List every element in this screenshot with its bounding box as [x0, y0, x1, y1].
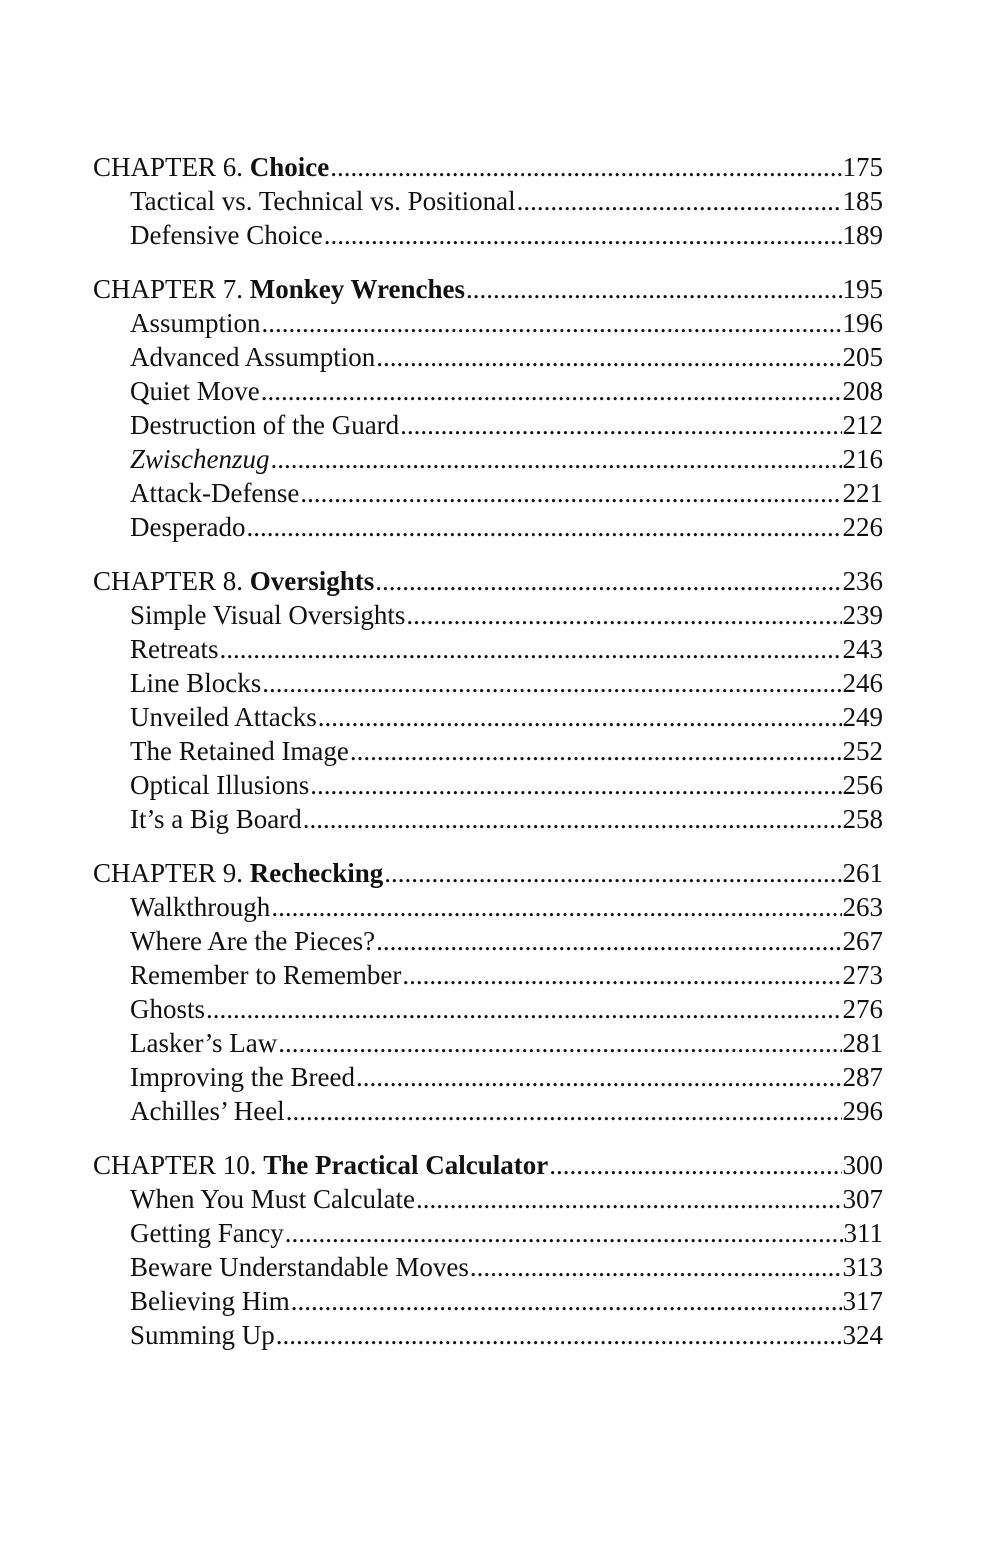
entry-title: Advanced Assumption — [130, 342, 376, 372]
dot-leader — [246, 510, 841, 544]
chapter-title: Rechecking — [249, 858, 384, 888]
dot-leader — [549, 1148, 841, 1182]
toc-entry-it-s-a-big-board[interactable] — [93, 802, 883, 836]
toc-entry-line-blocks[interactable] — [93, 666, 883, 700]
dot-leader — [206, 992, 841, 1026]
dot-leader — [350, 734, 842, 768]
page-number: 189 — [842, 220, 883, 250]
entry-title: Improving the Breed — [130, 1062, 355, 1092]
page-number: 317 — [842, 1286, 883, 1316]
page-number: 273 — [842, 960, 883, 990]
toc-entry-simple-visual-oversights[interactable] — [93, 598, 883, 632]
dot-leader — [375, 564, 841, 598]
toc-entry-ghosts[interactable] — [93, 992, 883, 1026]
toc-entry-tactical-vs-technical-vs-positional[interactable] — [93, 184, 883, 218]
page-number: 258 — [842, 804, 883, 834]
entry-title: Beware Understandable Moves — [130, 1252, 469, 1282]
toc-entry-believing-him[interactable] — [93, 1284, 883, 1318]
entry-title: Destruction of the Guard — [130, 410, 400, 440]
dot-leader — [276, 1318, 842, 1352]
page-number: 311 — [843, 1218, 883, 1248]
toc-entry-desperado[interactable] — [93, 510, 883, 544]
page-number: 236 — [842, 566, 883, 596]
toc-entry-quiet-move[interactable] — [93, 374, 883, 408]
page-number: 175 — [842, 152, 883, 182]
chapter-block-oversights — [93, 564, 883, 836]
page-number: 324 — [842, 1320, 883, 1350]
toc-entry-assumption[interactable] — [93, 306, 883, 340]
entry-title: Ghosts — [130, 994, 206, 1024]
chapter-title: Choice — [249, 152, 330, 182]
toc-entry-retreats[interactable] — [93, 632, 883, 666]
entry-title: Line Blocks — [130, 668, 262, 698]
dot-leader — [261, 374, 842, 408]
chapter-label — [93, 856, 383, 890]
chapter-title: The Practical Calculator — [263, 1150, 549, 1180]
dot-leader — [406, 598, 841, 632]
toc-chapter-heading[interactable] — [93, 564, 883, 598]
dot-leader — [324, 218, 842, 252]
toc-chapter-heading[interactable] — [93, 150, 883, 184]
dot-leader — [271, 442, 842, 476]
dot-leader — [285, 1216, 843, 1250]
chapter-number: CHAPTER 10. — [93, 1150, 264, 1180]
toc-entry-when-you-must-calculate[interactable] — [93, 1182, 883, 1216]
toc-chapter-heading[interactable] — [93, 272, 883, 306]
page-number: 249 — [842, 702, 883, 732]
toc-entry-remember-to-remember[interactable] — [93, 958, 883, 992]
page-number: 246 — [842, 668, 883, 698]
toc-entry-beware-understandable-moves[interactable] — [93, 1250, 883, 1284]
page-number: 221 — [842, 478, 883, 508]
toc-entry-lasker-s-law[interactable] — [93, 1026, 883, 1060]
page-number: 195 — [842, 274, 883, 304]
toc-entry-zwischenzug[interactable] — [93, 442, 883, 476]
dot-leader — [376, 340, 841, 374]
dot-leader — [286, 1094, 842, 1128]
page-number: 263 — [842, 892, 883, 922]
entry-title: Remember to Remember — [130, 960, 402, 990]
page-number: 261 — [842, 858, 883, 888]
page-number: 205 — [842, 342, 883, 372]
dot-leader — [466, 272, 841, 306]
entry-title: Getting Fancy — [130, 1218, 284, 1248]
table-of-contents — [93, 150, 883, 1372]
entry-title: Tactical vs. Technical vs. Positional — [130, 186, 516, 216]
chapter-title: Oversights — [249, 566, 375, 596]
page-number: 281 — [842, 1028, 883, 1058]
dot-leader — [291, 1284, 842, 1318]
entry-title: Believing Him — [130, 1286, 290, 1316]
dot-leader — [262, 666, 841, 700]
page-number: 287 — [842, 1062, 883, 1092]
entry-title: Defensive Choice — [130, 220, 323, 250]
entry-title: Desperado — [130, 512, 246, 542]
page-number: 212 — [842, 410, 883, 440]
dot-leader — [318, 700, 842, 734]
page-number: 243 — [842, 634, 883, 664]
dot-leader — [310, 768, 841, 802]
toc-entry-achilles-heel[interactable] — [93, 1094, 883, 1128]
chapter-label — [93, 150, 329, 184]
toc-entry-destruction-of-the-guard[interactable] — [93, 408, 883, 442]
toc-entry-walkthrough[interactable] — [93, 890, 883, 924]
entry-title: Lasker’s Law — [130, 1028, 278, 1058]
page-number: 216 — [842, 444, 883, 474]
dot-leader — [356, 1060, 842, 1094]
entry-title: Achilles’ Heel — [130, 1096, 285, 1126]
toc-entry-where-are-the-pieces[interactable] — [93, 924, 883, 958]
entry-title: Zwischenzug — [130, 444, 270, 474]
entry-title: Assumption — [130, 308, 261, 338]
dot-leader — [384, 856, 841, 890]
entry-title: Quiet Move — [130, 376, 260, 406]
entry-title: Optical Illusions — [130, 770, 310, 800]
toc-entry-getting-fancy[interactable] — [93, 1216, 883, 1250]
chapter-number: CHAPTER 8. — [93, 566, 250, 596]
dot-leader — [262, 306, 842, 340]
page-number: 313 — [842, 1252, 883, 1282]
toc-entry-attack-defense[interactable] — [93, 476, 883, 510]
toc-entry-unveiled-attacks[interactable] — [93, 700, 883, 734]
page-number: 226 — [842, 512, 883, 542]
toc-entry-summing-up[interactable] — [93, 1318, 883, 1352]
entry-title: Walkthrough — [130, 892, 271, 922]
chapter-title: Monkey Wrenches — [249, 274, 466, 304]
chapter-block-choice — [93, 150, 883, 252]
entry-title: Attack-Defense — [130, 478, 300, 508]
dot-leader — [470, 1250, 842, 1284]
entry-title: Summing Up — [130, 1320, 275, 1350]
entry-title: Simple Visual Oversights — [130, 600, 406, 630]
dot-leader — [271, 890, 841, 924]
dot-leader — [517, 184, 842, 218]
chapter-number: CHAPTER 7. — [93, 274, 250, 304]
chapter-block-the-practical-calculator — [93, 1148, 883, 1352]
dot-leader — [278, 1026, 841, 1060]
page-number: 307 — [842, 1184, 883, 1214]
toc-entry-the-retained-image[interactable] — [93, 734, 883, 768]
page-number: 296 — [842, 1096, 883, 1126]
page-number: 256 — [842, 770, 883, 800]
dot-leader — [402, 958, 841, 992]
entry-title: Retreats — [130, 634, 219, 664]
chapter-number: CHAPTER 9. — [93, 858, 250, 888]
page-number: 300 — [842, 1150, 883, 1180]
entry-title: When You Must Calculate — [130, 1184, 415, 1214]
toc-entry-defensive-choice[interactable] — [93, 218, 883, 252]
toc-chapter-heading[interactable] — [93, 1148, 883, 1182]
entry-title: It’s a Big Board — [130, 804, 302, 834]
dot-leader — [330, 150, 841, 184]
chapter-label — [93, 1148, 548, 1182]
entry-title: Unveiled Attacks — [130, 702, 317, 732]
entry-title: The Retained Image — [130, 736, 349, 766]
page-number: 208 — [842, 376, 883, 406]
toc-entry-optical-illusions[interactable] — [93, 768, 883, 802]
page-number: 239 — [842, 600, 883, 630]
page-number: 267 — [842, 926, 883, 956]
entry-title: Where Are the Pieces? — [130, 926, 376, 956]
dot-leader — [219, 632, 841, 666]
chapter-block-rechecking — [93, 856, 883, 1128]
dot-leader — [300, 476, 841, 510]
chapter-label — [93, 564, 374, 598]
chapter-number: CHAPTER 6. — [93, 152, 250, 182]
page-number: 276 — [842, 994, 883, 1024]
toc-entry-improving-the-breed[interactable] — [93, 1060, 883, 1094]
dot-leader — [400, 408, 841, 442]
toc-entry-advanced-assumption[interactable] — [93, 340, 883, 374]
chapter-block-monkey-wrenches — [93, 272, 883, 544]
dot-leader — [376, 924, 841, 958]
page-number: 252 — [842, 736, 883, 766]
toc-chapter-heading[interactable] — [93, 856, 883, 890]
page-number: 185 — [842, 186, 883, 216]
page-number: 196 — [842, 308, 883, 338]
dot-leader — [416, 1182, 842, 1216]
chapter-label — [93, 272, 465, 306]
dot-leader — [303, 802, 842, 836]
